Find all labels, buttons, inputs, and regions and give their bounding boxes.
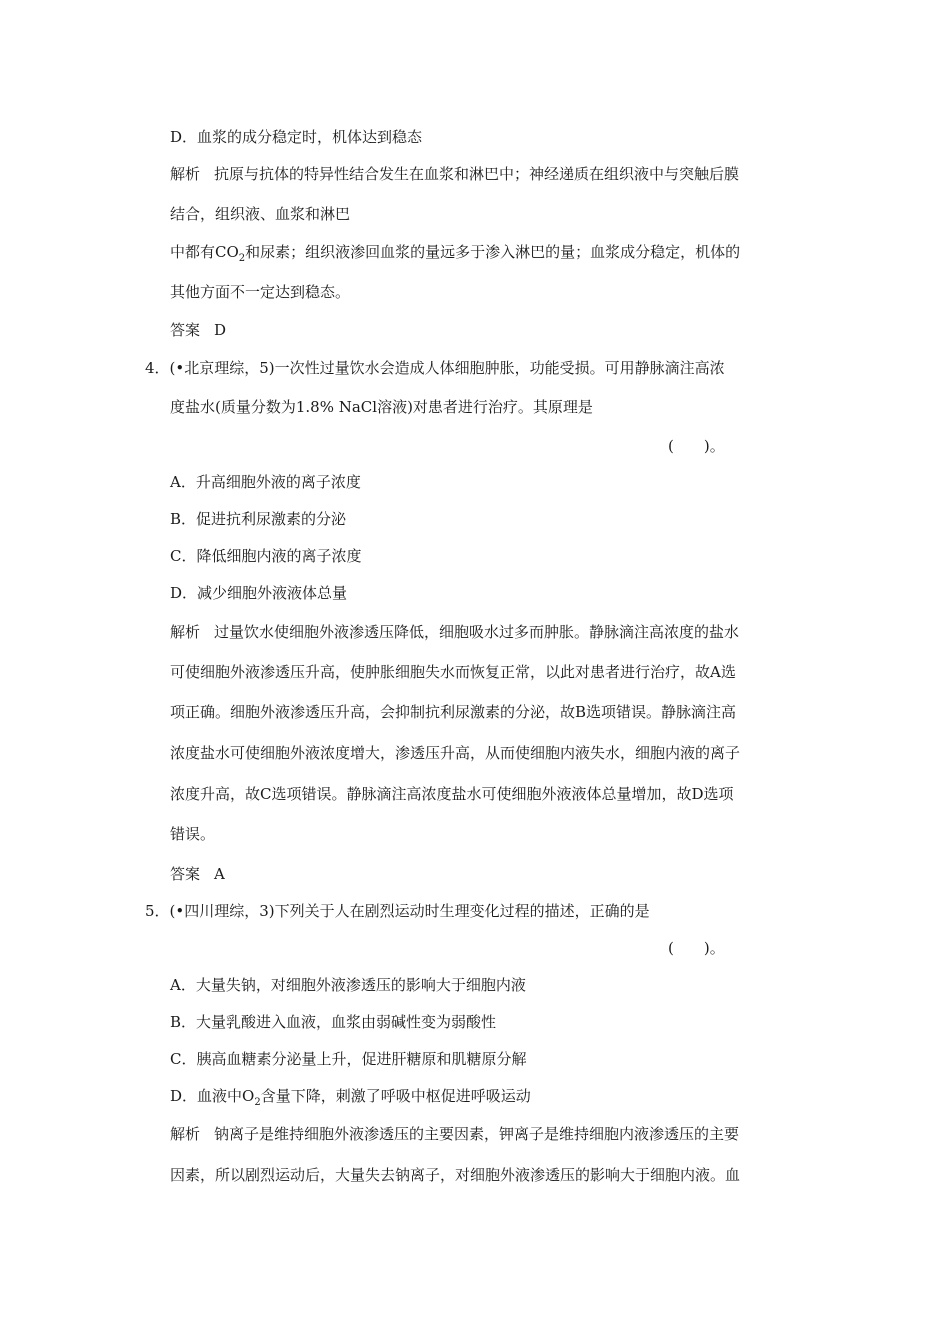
analysis-label: 解析: [170, 1125, 201, 1143]
q4-analysis-line-4: 浓度盐水可使细胞外液浓度增大，渗透压升高，从而使细胞内液失水，细胞内液的离子: [170, 744, 741, 762]
prev-analysis-line-3: 中都有$CO_2$和尿素；组织液渗回血浆的量远多于渗入淋巴的量；血浆成分稳定，机体的: [170, 243, 741, 264]
prev-option-d: D．血浆的成分稳定时，机体达到稳态: [170, 128, 423, 146]
answer-label: 答案: [170, 865, 201, 883]
prev-analysis-line-4: 其他方面不一定达到稳态。: [170, 283, 351, 301]
q5-option-d: D．血液中$O_2$含量下降，刺激了呼吸中枢促进呼吸运动: [170, 1087, 531, 1108]
q4-analysis-line-3: 项正确。细胞外液渗透压升高，会抑制抗利尿激素的分泌，故B选项错误。静脉滴注高: [170, 703, 737, 721]
analysis-label: 解析: [170, 623, 201, 641]
q4-analysis-line-2: 可使细胞外液渗透压升高，使肿胀细胞失水而恢复正常，以此对患者进行治疗，故A选: [170, 663, 736, 681]
q5-analysis-line-2: 因素，所以剧烈运动后，大量失去钠离子，对细胞外液渗透压的影响大于细胞内液。血: [170, 1166, 741, 1184]
analysis-label: 解析: [170, 165, 201, 183]
q5-stem-line-1: 5．(•四川理综，3)下列关于人在剧烈运动时生理变化过程的描述，正确的是: [145, 902, 650, 920]
q5-option-b: B．大量乳酸进入血液，血浆由弱碱性变为弱酸性: [170, 1013, 497, 1031]
q5-analysis-line-1: 解析 钠离子是维持细胞外液渗透压的主要因素，钾离子是维持细胞内液渗透压的主要: [170, 1125, 740, 1143]
q4-option-b: B．促进抗利尿激素的分泌: [170, 510, 347, 528]
q4-option-d: D．减少细胞外液液体总量: [170, 584, 348, 602]
prev-analysis-line-2: 结合，组织液、血浆和淋巴: [170, 205, 351, 223]
prev-analysis-line-1: 解析 抗原与抗体的特异性结合发生在血浆和淋巴中；神经递质在组织液中与突触后膜: [170, 165, 740, 183]
q4-analysis-line-6: 错误。: [170, 825, 216, 843]
q4-answer: [170, 864, 225, 884]
q4-analysis-line-5: 浓度升高，故C选项错误。静脉滴注高浓度盐水可使细胞外液液体总量增加，故D选项: [170, 785, 734, 803]
prev-answer: [170, 320, 226, 340]
q5-option-c: C．胰高血糖素分泌量上升，促进肝糖原和肌糖原分解: [170, 1050, 527, 1068]
answer-value: D: [214, 321, 227, 339]
q4-stem-line-1: 4．(•北京理综，5)一次性过量饮水会造成人体细胞肿胀，功能受损。可用静脉滴注高浓: [145, 359, 725, 377]
q4-analysis-line-1: 解析 过量饮水使细胞外液渗透压降低，细胞吸水过多而肿胀。静脉滴注高浓度的盐水: [170, 623, 740, 641]
q4-stem-line-2: 度盐水(质量分数为1.8% NaCl溶液)对患者进行治疗。其原理是: [170, 398, 593, 416]
q4-option-a: A．升高细胞外液的离子浓度: [170, 473, 361, 491]
answer-value: A: [214, 865, 225, 883]
q4-answer-blank: ( )。: [668, 437, 725, 455]
q5-option-a: A．大量失钠，对细胞外液渗透压的影响大于细胞内液: [170, 976, 526, 994]
q4-option-c: C．降低细胞内液的离子浓度: [170, 547, 362, 565]
answer-label: 答案: [170, 321, 201, 339]
q5-answer-blank: ( )。: [668, 939, 725, 957]
